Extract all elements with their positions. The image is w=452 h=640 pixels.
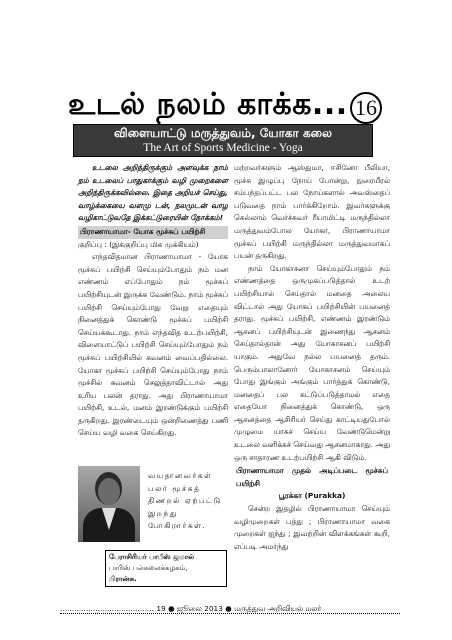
author-name: பேராசிரியர் பாபீஸ் ஜமால் [109, 553, 195, 561]
right-subheading: பிராணாயாமா முதல் அடிப்படை மூச்சுப் பயிற்சி [236, 466, 388, 488]
left-column [78, 162, 228, 440]
lead-paragraph: உடலை அறிந்திருக்கும் அளவுக்க நாம் நம் உடலைப் பாதுகாக்கும் வழி முறைகளை அறிந்திருக்கவில்லை. இதை அறியச் செய்து, வாழ்க்கையை வளமு டன், நலமுடன் வாழ வழிகாட்டுவதே இக்கட்டுரையின் நோக்கம்! [78, 163, 228, 223]
subtitle-banner [73, 124, 373, 157]
photo-face [98, 478, 120, 505]
author-credit-box [105, 550, 227, 587]
right-paragraph-2: நாம் யோகாசனா செய்யும்போதும் நம் எண்ணத்தை ஒருமுகப்படுத்தால் உடற் பயிற்சியால் செய்தால் மனதை அலைய விட்டால் அது யோகப் பயிற்சியின் பயனைத் தராது. மூச்சுப் பயிற்சி, எண்ணம் இரண்டும் ஆசனப் பயிற்சியுடன் இணைந்து ஆசனம் செய்தால்தான் அது யோகாசனப் பயிற்சி யாகும். அதுவே நல்ல பயனைத் தரும். பெரும்பாலானோர் யோகாசனம் செய்யும் போது இங்கும் அங்கும் பார்த்துக் கொண்டு, மனதைப் பல கட்டுப்படுத்தாமல் எதை எதையோ நினைத்துக் கொண்டு, ஒரு ஆசனத்தை ஆசிரியர் செய்து காட்டியதுபோல் முழுமை யாகச் செய்ய வேண்டுமென்று உடலை வளிக்கச் செய்வது ஆசனமாகாது. அது ஒரு சாதாரண உடற்பயிற்சி ஆகி விடும். [234, 263, 390, 462]
right-column [234, 162, 390, 553]
page-title: உடல் நலம் காக்க... [68, 87, 348, 122]
author-photo [78, 466, 140, 542]
right-paragraph-1: மற்றவர்களும் ஆஸ்துமா, ஈசினோ பீலியா, மூச்சு இழுப்பு நோய் போன்று, நுரையீரல் சம்பந்தப்பட்ட பல நோய்களால் அவஸ்தைப் படுவதை நாம் பார்க்கிறோம். இவர்களுக்கு கெல்லாம் வெர்ச்சுவர் ரீயாமிட்டி மருந்தில்லா மருத்துவம்போல யோகா, பிராணாயாமா மூச்சுப் பயிற்சி மருந்தில்லா மருத்துவமாகப் பயன் தருகிறது. [234, 163, 390, 261]
banner-english-text: The Art of Sports Medicine - Yoga [143, 142, 303, 154]
header [68, 87, 390, 122]
page-footer: ........................................ 19 ● ஜூலை 2013 ● மருத்துவ அறிவியல் மலர் [60, 604, 322, 613]
right-subheading-2: பூரக்கா (Purakka) [278, 491, 346, 501]
body-paragraph: எந்தவிதமான பிராணாயாமா - யோக மூச்சுப் பயிற்சி செய்யும்போதும் நம் மன எண்ணம் எப்போதும் நம் மூச்சுப் பயிற்சியுடன் இருக்க வேண்டும். நாம் மூச்சுப் பயிற்சி செய்யும்போது வேறு எதையும் நினைத்துக் கொண்டு மூச்சுப் பயிற்சி செய்யக்கூடாது. நாம் எந்தவித உடற்பயிற்சி, விளையாட்டுப் பயிற்சி செய்யும்போதும் நம் மூச்சுப் பயிற்சியில் கவனம் வைப்பதில்லை. யோகா மூச்சுப் பயிற்சி செய்யும்போது நாம் மூச்சில் கவனம் செலுத்தாவிட்டால் அது உரிய பலன் தராது. அது பிராணாயாமா பயிற்சி, உடல், மனம் இரண்டுக்கும் பயிற்சி தருகிறது. இரண்டையும் ஒன்றிணைத்து பணி செய்ய வழி வகை செய்கிறது. [78, 252, 228, 438]
section-subheading: பிராணாயாமா- யோக மூச்சுப் பயிற்சி [78, 226, 228, 239]
banner-tamil-text: விளையாட்டு மருத்துவம், யோகா கலை [114, 126, 332, 140]
author-affiliation: பாரிஸ் பல்கலைக்கழகம், [109, 564, 188, 572]
footer-divider [60, 613, 400, 614]
issue-number-badge: 16 [350, 92, 382, 124]
author-side-note: வயதானவர்கள் பலர் மூச்சுத் திணறல் ஏற்பட்டு இறந்து போகிறார்கள். [148, 471, 222, 531]
author-block [78, 466, 228, 583]
right-paragraph-3: சென்ற இதழில் பிராணாயாமா செய்யும் வழிமுறைகள் பத்து ; பிராணாயாமா வகை முறைகள் ஐந்து ; இவற்றின் விளக்கங்கள் கூறி, எப்படி அமர்ந்து [234, 504, 390, 551]
author-country: பிரான்சு. [109, 575, 137, 583]
note-line: குறிப்பு : (இக்குறிப்பு மிக முக்கியம்) [78, 239, 199, 249]
